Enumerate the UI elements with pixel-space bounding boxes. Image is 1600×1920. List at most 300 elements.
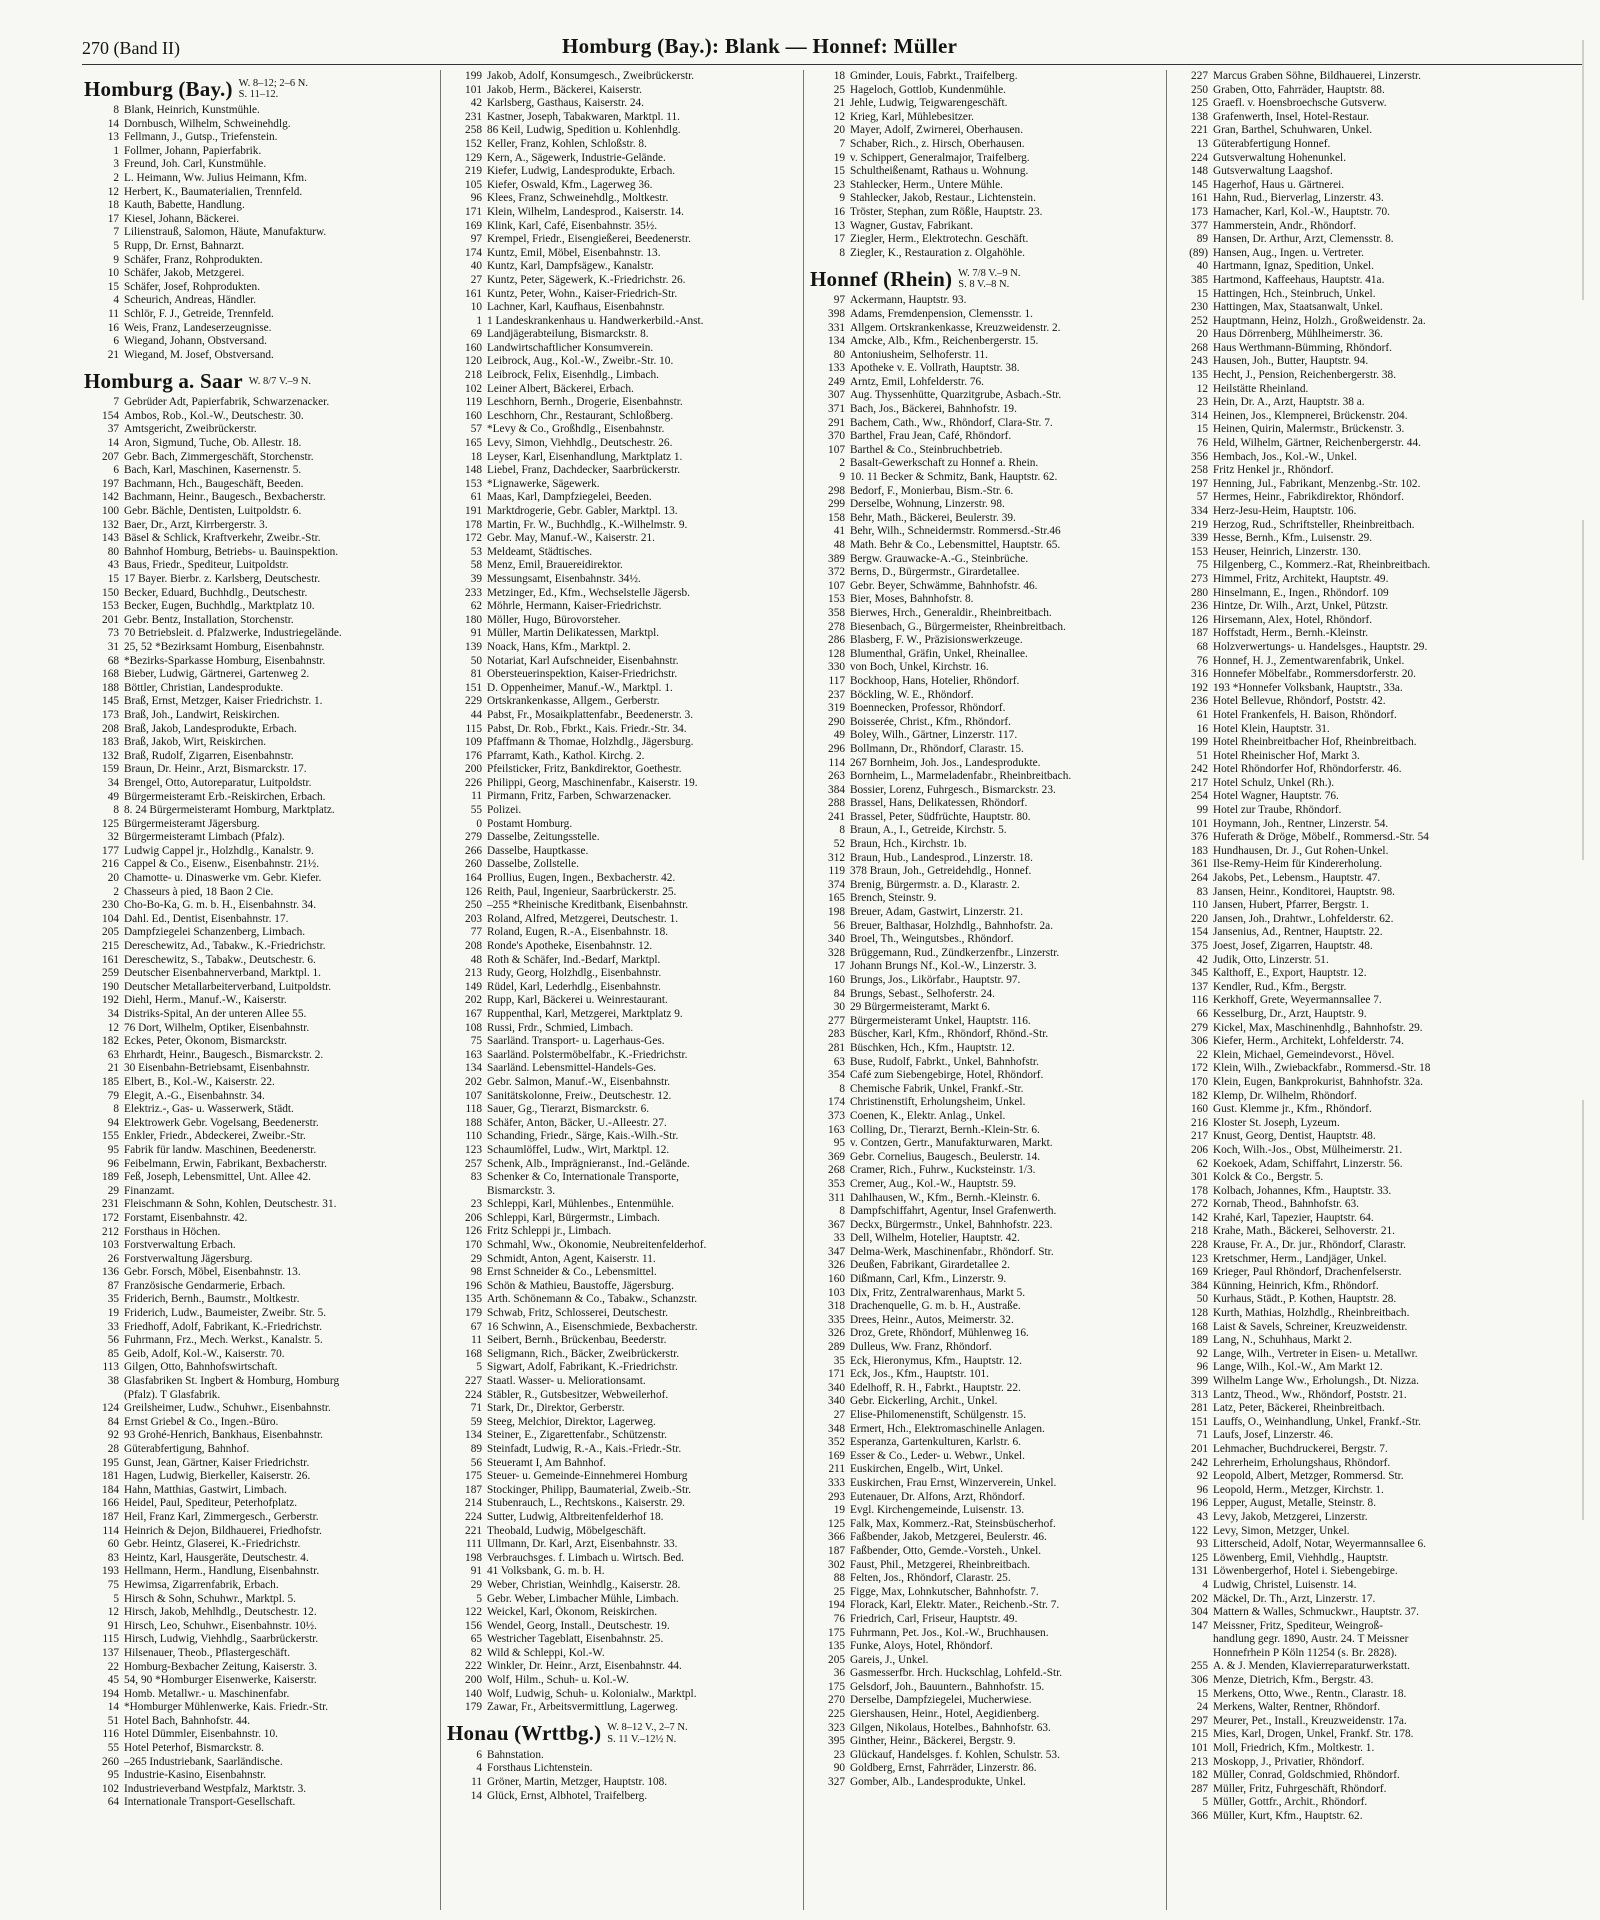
subscriber-name: D. Oppenheimer, Manuf.-W., Marktpl. 1. xyxy=(487,681,673,694)
directory-entry xyxy=(447,777,804,791)
subscriber-name: Glasfabriken St. Ingbert & Homburg, Homburg xyxy=(124,1375,340,1388)
directory-entry xyxy=(1173,831,1530,845)
directory-entry xyxy=(447,736,804,750)
subscriber-name: v. Contzen, Gertr., Manufakturwaren, Markt. xyxy=(850,1137,1053,1150)
subscriber-name: Blasberg, F. W., Präzisionswerkzeuge. xyxy=(850,634,1023,647)
directory-entry xyxy=(810,1450,1167,1464)
phone-number: 6 xyxy=(476,1748,482,1761)
directory-entry xyxy=(810,1423,1167,1437)
directory-entry xyxy=(1173,695,1530,709)
phone-number: 122 xyxy=(465,1606,482,1619)
subscriber-name: Schaumlöffel, Ludw., Wirt, Marktpl. 12. xyxy=(487,1143,670,1156)
phone-number: 216 xyxy=(102,858,119,871)
directory-entry xyxy=(447,1307,804,1321)
subscriber-name: Stahlecker, Herm., Untere Mühle. xyxy=(850,178,1003,191)
subscriber-name: Hotel Rheinbreitbacher Hof, Rheinbreitbach. xyxy=(1213,736,1417,749)
directory-entry xyxy=(447,1633,804,1647)
subscriber-name: Rüdel, Karl, Lederhdlg., Eisenbahnstr. xyxy=(487,980,661,993)
subscriber-name: Judik, Otto, Linzerstr. 51. xyxy=(1213,953,1329,966)
subscriber-name: Hotel Dümmler, Eisenbahnstr. 10. xyxy=(124,1728,278,1741)
subscriber-name: 70 Betriebsleit. d. Pfalzwerke, Industriegelände. xyxy=(124,627,342,640)
directory-entry xyxy=(447,206,804,220)
phone-number: 142 xyxy=(102,491,119,504)
subscriber-name: Notariat, Karl Aufschneider, Eisenbahnstr. xyxy=(487,654,679,667)
subscriber-name: Follmer, Johann, Papierfabrik. xyxy=(124,144,262,157)
subscriber-name: Laist & Savels, Schreiner, Kreuzweidenstr. xyxy=(1213,1320,1408,1333)
directory-entry xyxy=(447,845,804,859)
phone-number: 147 xyxy=(1191,1619,1208,1632)
subscriber-name: Ludwig Cappel jr., Holzhdlg., Kanalstr. 9. xyxy=(124,844,314,857)
directory-entry xyxy=(84,994,441,1008)
directory-entry xyxy=(84,478,441,492)
phone-number: 260 xyxy=(102,1755,119,1768)
phone-number: 135 xyxy=(1191,369,1208,382)
phone-number: 15 xyxy=(1196,423,1208,436)
phone-number: 176 xyxy=(465,749,482,762)
subscriber-name: Bockhoop, Hans, Hotelier, Rhöndorf. xyxy=(850,674,1020,687)
phone-number: 217 xyxy=(1191,776,1208,789)
phone-number: 182 xyxy=(1191,1089,1208,1102)
directory-entry xyxy=(810,933,1167,947)
phone-number: 23 xyxy=(833,178,845,191)
subscriber-name: Huferath & Dröge, Möbelf., Rommersd.-Str. 54 xyxy=(1213,831,1429,844)
phone-number: 327 xyxy=(828,1776,845,1789)
directory-entry xyxy=(447,233,804,247)
directory-entry xyxy=(810,1735,1167,1749)
directory-entry xyxy=(1173,641,1530,655)
subscriber-name: Schäfer, Josef, Rohprodukten. xyxy=(124,280,261,293)
subscriber-name: 267 Bornheim, Joh. Jos., Landesprodukte. xyxy=(850,756,1041,769)
subscriber-name: Russi, Frdr., Schmied, Limbach. xyxy=(487,1021,634,1034)
directory-entry xyxy=(447,573,804,587)
subscriber-name: Pirmann, Fritz, Farben, Schwarzenacker. xyxy=(487,790,672,803)
subscriber-name: Forsthaus Lichtenstein. xyxy=(487,1762,593,1775)
subscriber-name: Schaber, Rich., z. Hirsch, Oberhausen. xyxy=(850,137,1025,150)
subscriber-name: Gebr. Weber, Limbacher Mühle, Limbach. xyxy=(487,1592,679,1605)
directory-entry xyxy=(84,1416,441,1430)
subscriber-name: Rudy, Georg, Holzhdlg., Eisenbahnstr. xyxy=(487,967,662,980)
phone-number: 21 xyxy=(107,1062,119,1075)
phone-number: 199 xyxy=(465,70,482,82)
subscriber-name: Scheurich, Andreas, Händler. xyxy=(124,294,257,307)
phone-number: 40 xyxy=(470,260,482,273)
town-name: Homburg (Bay.) xyxy=(84,76,233,101)
subscriber-name: Deußen, Fabrikant, Girardetallee 2. xyxy=(850,1259,1010,1272)
phone-number: 227 xyxy=(1191,70,1208,82)
subscriber-name: Kurhaus, Städt., P. Kothen, Hauptstr. 28. xyxy=(1213,1293,1397,1306)
subscriber-name: Hamacher, Karl, Kol.-W., Hauptstr. 70. xyxy=(1213,205,1391,218)
phone-number: 155 xyxy=(102,1130,119,1143)
directory-entry xyxy=(810,1395,1167,1409)
subscriber-name: Himmel, Fritz, Architekt, Hauptstr. 49. xyxy=(1213,572,1389,585)
phone-number: 330 xyxy=(828,661,845,674)
directory-entry xyxy=(84,1443,441,1457)
phone-number: 24 xyxy=(1196,1701,1208,1714)
phone-number: 339 xyxy=(1191,532,1208,545)
subscriber-name: Leopold, Herm., Metzger, Kirchstr. 1. xyxy=(1213,1483,1384,1496)
subscriber-name: Meissner, Fritz, Spediteur, Weingroß- xyxy=(1213,1619,1383,1632)
phone-number: 9 xyxy=(113,253,119,266)
phone-number: 304 xyxy=(1191,1606,1208,1619)
phone-number: 142 xyxy=(1191,1211,1208,1224)
directory-entry xyxy=(810,1681,1167,1695)
directory-entry xyxy=(1173,899,1530,913)
phone-number: 11 xyxy=(471,1776,482,1789)
phone-number: 95 xyxy=(107,1769,119,1782)
directory-entry xyxy=(1173,1688,1530,1702)
subscriber-name: Hirsch, Ludwig, Viehhdlg., Saarbrückerstr. xyxy=(124,1633,319,1646)
subscriber-name: Gebr. Bach, Zimmergeschäft, Storchenstr. xyxy=(124,450,314,463)
subscriber-name: Leschhorn, Bernh., Drogerie, Eisenbahnstr. xyxy=(487,396,683,409)
subscriber-name: Marcus Graben Söhne, Bildhauerei, Linzerstr. xyxy=(1213,70,1421,82)
phone-number: 108 xyxy=(465,1021,482,1034)
phone-number: 109 xyxy=(465,736,482,749)
directory-entry xyxy=(447,940,804,954)
phone-number: 41 xyxy=(833,525,845,538)
directory-entry xyxy=(810,539,1167,553)
subscriber-name: Gebr. Salmon, Manuf.-W., Eisenbahnstr. xyxy=(487,1075,671,1088)
subscriber-name: Gareis, J., Unkel. xyxy=(850,1653,929,1666)
subscriber-name: Internationale Transport-Gesellschaft. xyxy=(124,1796,296,1809)
directory-entry xyxy=(84,926,441,940)
directory-entry xyxy=(84,1552,441,1566)
subscriber-name: Euskirchen, Frau Ernst, Winzerverein, Unkel. xyxy=(850,1476,1057,1489)
subscriber-name: Sutter, Ludwig, Altbreitenfelderhof 18. xyxy=(487,1510,664,1523)
directory-entry xyxy=(447,614,804,628)
directory-entry xyxy=(84,967,441,981)
directory-entry xyxy=(810,1192,1167,1206)
phone-number: 268 xyxy=(828,1164,845,1177)
subscriber-name: Wagner, Gustav, Fabrikant. xyxy=(850,219,974,232)
phone-number: 63 xyxy=(833,1055,845,1068)
directory-entry xyxy=(84,818,441,832)
subscriber-name: Fleischmann & Sohn, Kohlen, Deutschestr. 31. xyxy=(124,1198,337,1211)
phone-number: 19 xyxy=(833,151,845,164)
subscriber-name: Deutscher Metallarbeiterverband, Luitpoldstr. xyxy=(124,980,332,993)
subscriber-name: Goldberg, Ernst, Fahrräder, Linzerstr. 86. xyxy=(850,1762,1037,1775)
subscriber-name: Apotheke v. E. Vollrath, Hauptstr. 38. xyxy=(850,362,1020,375)
subscriber-name: Heilstätte Rheinland. xyxy=(1213,382,1309,395)
directory-entry xyxy=(1173,723,1530,737)
directory-entry xyxy=(447,1253,804,1267)
subscriber-name: Dix, Fritz, Zentralwarenhaus, Markt 5. xyxy=(850,1286,1026,1299)
directory-entry xyxy=(1173,328,1530,342)
subscriber-name: Amtsgericht, Zweibrückerstr. xyxy=(124,423,257,436)
subscriber-name: Hermes, Heinr., Fabrikdirektor, Rhöndorf. xyxy=(1213,491,1404,504)
directory-entry xyxy=(84,1321,441,1335)
phone-number: 143 xyxy=(102,532,119,545)
subscriber-name: Müller, Conrad, Goldschmied, Rhöndorf. xyxy=(1213,1769,1400,1782)
subscriber-name: Saarländ. Lebensmittel-Handels-Ges. xyxy=(487,1062,657,1075)
directory-entry xyxy=(810,580,1167,594)
phone-number: 153 xyxy=(465,477,482,490)
subscriber-name: Bürgermeisteramt Jägersburg. xyxy=(124,817,260,830)
phone-number: 97 xyxy=(833,294,845,307)
directory-entry xyxy=(1173,315,1530,329)
directory-entry xyxy=(810,471,1167,485)
subscriber-name: Knust, Georg, Dentist, Hauptstr. 48. xyxy=(1213,1130,1376,1143)
subscriber-name: Möller, Hugo, Bürovorsteher. xyxy=(487,613,621,626)
phone-number: 201 xyxy=(1191,1442,1208,1455)
subscriber-name: Hahn, Matthias, Gastwirt, Limbach. xyxy=(124,1483,287,1496)
directory-entry xyxy=(810,1586,1167,1600)
subscriber-name: Wiegand, Johann, Obstversand. xyxy=(124,335,267,348)
directory-entry xyxy=(84,1538,441,1552)
phone-number: 8 xyxy=(113,104,119,116)
subscriber-name: Joest, Josef, Zigarren, Hauptstr. 48. xyxy=(1213,940,1373,952)
subscriber-name: Derselbe, Wohnung, Linzerstr. 98. xyxy=(850,498,1005,511)
phone-number: 372 xyxy=(828,566,845,579)
subscriber-name: Gebr. Bächle, Dentisten, Luitpoldstr. 6. xyxy=(124,505,302,518)
directory-entry xyxy=(810,1042,1167,1056)
directory-entry xyxy=(1173,1796,1530,1810)
subscriber-name: Heinen, Quirin, Malermstr., Brückenstr. 3. xyxy=(1213,423,1405,436)
phone-number: 4 xyxy=(113,294,119,307)
directory-entry xyxy=(1173,247,1530,261)
directory-entry xyxy=(84,913,441,927)
subscriber-name: 25, 52 *Bezirksamt Homburg, Eisenbahnstr. xyxy=(124,640,325,653)
phone-number: 260 xyxy=(465,858,482,871)
column-1 xyxy=(84,70,441,1910)
subscriber-name: Colling, Dr., Tierarzt, Bernh.-Klein-Str. 6. xyxy=(850,1123,1040,1136)
subscriber-name: Haus Dörrenberg, Mühlheimerstr. 36. xyxy=(1213,328,1383,341)
phone-number: 92 xyxy=(1196,1470,1208,1483)
subscriber-name: Fritz Henkel jr., Rhöndorf. xyxy=(1213,464,1334,477)
directory-entry xyxy=(84,600,441,614)
subscriber-name: Lilienstrauß, Salomon, Häute, Manufakturw. xyxy=(124,226,327,239)
phone-number: 219 xyxy=(1191,518,1208,531)
phone-number: 174 xyxy=(828,1096,845,1109)
phone-number: 39 xyxy=(470,572,482,585)
subscriber-name: Behr, Wilh., Schneidermstr. Rommersd.-Str.46 xyxy=(850,525,1061,538)
phone-number: 259 xyxy=(102,967,119,980)
subscriber-name: Hirsch, Leo, Schuhwr., Eisenbahnstr. 10½. xyxy=(124,1619,317,1632)
directory-entry xyxy=(810,1776,1167,1790)
phone-number: 125 xyxy=(828,1517,845,1530)
directory-entry xyxy=(1173,1715,1530,1729)
directory-entry xyxy=(447,1552,804,1566)
directory-entry xyxy=(84,172,441,186)
subscriber-name: Schmahl, Ww., Ökonomie, Neubreitenfelderhof. xyxy=(487,1239,707,1252)
directory-entry xyxy=(1173,600,1530,614)
subscriber-name: Forstverwaltung Jägersburg. xyxy=(124,1252,253,1265)
directory-entry xyxy=(447,1416,804,1430)
phone-number: 44 xyxy=(470,708,482,721)
subscriber-name: Geib, Adolf, Kol.-W., Kaiserstr. 70. xyxy=(124,1347,285,1360)
subscriber-name: Braun, Hch., Kirchstr. 1b. xyxy=(850,838,967,851)
directory-entry xyxy=(810,784,1167,798)
phone-number: 236 xyxy=(1191,695,1208,708)
phone-number: 273 xyxy=(1191,572,1208,585)
subscriber-name: Diehl, Herm., Manuf.-W., Kaiserstr. xyxy=(124,994,287,1007)
directory-entry xyxy=(1173,994,1530,1008)
subscriber-name: Schleppi, Karl, Bürgermstr., Limbach. xyxy=(487,1211,660,1224)
directory-entry xyxy=(447,1457,804,1471)
directory-entry xyxy=(84,1375,441,1389)
subscriber-name: Hotel zur Traube, Rhöndorf. xyxy=(1213,804,1342,817)
directory-entry xyxy=(447,1130,804,1144)
subscriber-name: Kornab, Theod., Bahnhofstr. 63. xyxy=(1213,1198,1360,1211)
subscriber-name: Bismarckstr. 3. xyxy=(487,1184,556,1197)
subscriber-name: Moll, Friedrich, Kfm., Moltkestr. 1. xyxy=(1213,1742,1375,1755)
directory-entry xyxy=(447,192,804,206)
phone-number: 173 xyxy=(1191,205,1208,218)
subscriber-name: Kendler, Rud., Kfm., Bergstr. xyxy=(1213,980,1347,993)
phone-number: 257 xyxy=(465,1157,482,1170)
column-2 xyxy=(447,70,804,1910)
directory-entry xyxy=(447,1348,804,1362)
directory-entry xyxy=(84,587,441,601)
phone-number: 152 xyxy=(465,137,482,150)
subscriber-name: Möhrle, Hermann, Kaiser-Friedrichstr. xyxy=(487,600,662,613)
subscriber-name: Graben, Otto, Fahrräder, Hauptstr. 88. xyxy=(1213,83,1385,96)
directory-entry xyxy=(810,988,1167,1002)
directory-entry xyxy=(84,158,441,172)
directory-entry xyxy=(447,641,804,655)
subscriber-name: Leyser, Karl, Eisenhandlung, Marktplatz 1. xyxy=(487,450,683,463)
subscriber-name: Künning, Heinrich, Kfm., Rhöndorf. xyxy=(1213,1279,1379,1292)
phone-number: 116 xyxy=(1191,994,1208,1007)
phone-number: 384 xyxy=(1191,1279,1208,1292)
subscriber-name: Meldeamt, Städtisches. xyxy=(487,545,593,558)
subscriber-name: Schultheißenamt, Rathaus u. Wohnung. xyxy=(850,165,1029,178)
directory-entry xyxy=(810,1069,1167,1083)
subscriber-name: Reith, Paul, Ingenieur, Saarbrückerstr. 25. xyxy=(487,885,677,898)
directory-entry xyxy=(1173,138,1530,152)
subscriber-name: Bürgermeisteramt Limbach (Pfalz). xyxy=(124,831,285,844)
directory-entry xyxy=(84,349,441,363)
subscriber-name: Ernst Schneider & Co., Lebensmittel. xyxy=(487,1266,657,1279)
subscriber-name: Bergw. Grauwacke-A.-G., Steinbrüche. xyxy=(850,552,1029,565)
subscriber-name: Biesenbach, G., Bürgermeister, Rheinbreitbach. xyxy=(850,620,1066,633)
phone-number: 14 xyxy=(470,1789,482,1802)
phone-number: 288 xyxy=(828,797,845,810)
phone-number: 13 xyxy=(107,131,119,144)
phone-number: 218 xyxy=(1191,1225,1208,1238)
phone-number: 20 xyxy=(1196,328,1208,341)
directory-entry xyxy=(1173,818,1530,832)
directory-entry xyxy=(810,1382,1167,1396)
subscriber-name: Dell, Wilhelm, Hotelier, Hauptstr. 42. xyxy=(850,1232,1020,1245)
directory-entry xyxy=(447,1212,804,1226)
phone-number: 131 xyxy=(1191,1565,1208,1578)
directory-entry xyxy=(84,410,441,424)
directory-entry xyxy=(1173,97,1530,111)
subscriber-name: Brassel, Peter, Südfrüchte, Hauptstr. 80. xyxy=(850,810,1031,823)
phone-number: 12 xyxy=(107,185,119,198)
phone-number: 68 xyxy=(107,654,119,667)
directory-entry xyxy=(447,1035,804,1049)
subscriber-name: Hagen, Ludwig, Bierkeller, Kaiserstr. 26. xyxy=(124,1470,311,1483)
subscriber-name: Café zum Siebengebirge, Hotel, Rhöndorf. xyxy=(850,1069,1044,1082)
subscriber-name: Litterscheid, Adolf, Notar, Weyermannsallee 6. xyxy=(1213,1538,1427,1551)
phone-number: 96 xyxy=(107,1157,119,1170)
subscriber-name: Baer, Dr., Arzt, Kirrbergerstr. 3. xyxy=(124,518,268,531)
phone-number: 175 xyxy=(828,1680,845,1693)
phone-number: 18 xyxy=(107,199,119,212)
directory-entry xyxy=(84,845,441,859)
directory-entry xyxy=(447,682,804,696)
subscriber-name: Jansen, Heinr., Konditorei, Hauptstr. 98. xyxy=(1213,885,1395,898)
directory-entry xyxy=(84,1008,441,1022)
subscriber-name: Bäsel & Schlick, Kraftverkehr, Zweibr.-Str. xyxy=(124,532,321,545)
subscriber-name: Gebr. Bentz, Installation, Storchenstr. xyxy=(124,613,294,626)
phone-number: 193 xyxy=(102,1565,119,1578)
subscriber-name: Cramer, Rich., Fuhrw., Kucksteinstr. 1/3. xyxy=(850,1164,1036,1177)
directory-entry xyxy=(447,165,804,179)
directory-entry xyxy=(447,1660,804,1674)
phone-number: 290 xyxy=(828,715,845,728)
directory-entry xyxy=(1173,519,1530,533)
subscriber-name: Behr, Math., Bäckerei, Beulerstr. 39. xyxy=(850,511,1016,524)
phone-number: 27 xyxy=(470,273,482,286)
directory-entry xyxy=(810,566,1167,580)
subscriber-name: Staatl. Wasser- u. Meliorationsamt. xyxy=(487,1375,646,1387)
phone-number: 177 xyxy=(102,844,119,857)
directory-entry xyxy=(1173,1538,1530,1552)
phone-number: 171 xyxy=(828,1368,845,1381)
subscriber-name: Polizei. xyxy=(487,804,522,817)
directory-entry xyxy=(447,587,804,601)
subscriber-name: Steinfadt, Ludwig, R.-A., Kais.-Friedr.-Str. xyxy=(487,1442,682,1455)
phone-number: 208 xyxy=(102,722,119,735)
subscriber-name: Stockinger, Philipp, Baumaterial, Zweib.-Str. xyxy=(487,1483,692,1496)
phone-number: 178 xyxy=(465,518,482,531)
subscriber-name: Kretschmer, Herm., Landjäger, Unkel. xyxy=(1213,1252,1387,1265)
directory-entry xyxy=(447,750,804,764)
directory-entry xyxy=(1173,668,1530,682)
subscriber-name: Herzog, Rud., Schriftsteller, Rheinbreitbach. xyxy=(1213,518,1415,531)
directory-entry xyxy=(1173,954,1530,968)
directory-entry xyxy=(447,1293,804,1307)
subscriber-name: Ernst Griebel & Co., Ingen.-Büro. xyxy=(124,1415,279,1428)
subscriber-name: Kauth, Babette, Handlung. xyxy=(124,199,245,212)
phone-number: 35 xyxy=(833,1354,845,1367)
directory-entry xyxy=(1173,233,1530,247)
subscriber-name: Böttler, Christian, Landesprodukte. xyxy=(124,681,284,694)
subscriber-name: Bahnhof Homburg, Betriebs- u. Bauinspektion. xyxy=(124,545,339,558)
directory-entry xyxy=(1173,1008,1530,1022)
directory-entry xyxy=(84,1756,441,1770)
phone-number: 14 xyxy=(107,437,119,450)
directory-entry xyxy=(447,831,804,845)
phone-number: 29 xyxy=(107,1184,119,1197)
subscriber-name: Hattingen, Hch., Steinbruch, Unkel. xyxy=(1213,287,1376,300)
phone-number: 38 xyxy=(107,1375,119,1388)
subscriber-name: Wendel, Georg, Install., Deutschestr. 19. xyxy=(487,1619,670,1632)
phone-number: 161 xyxy=(102,953,119,966)
phone-number: 231 xyxy=(102,1198,119,1211)
phone-number: 335 xyxy=(828,1313,845,1326)
subscriber-name: Ortskrankenkasse, Allgem., Gerberstr. xyxy=(487,695,660,708)
directory-entry xyxy=(1173,736,1530,750)
directory-entry xyxy=(84,682,441,696)
phone-number: 158 xyxy=(828,511,845,524)
subscriber-name: Marktdrogerie, Gebr. Gabler, Marktpl. 13. xyxy=(487,505,678,517)
subscriber-name: Ziegler, Herm., Elektrotechn. Geschäft. xyxy=(850,233,1029,246)
subscriber-name: Heil, Franz Karl, Zimmergesch., Gerberstr. xyxy=(124,1510,319,1523)
directory-entry xyxy=(84,804,441,818)
phone-number: 25 xyxy=(833,1585,845,1598)
directory-entry xyxy=(810,1259,1167,1273)
phone-number: 110 xyxy=(1191,899,1208,912)
subscriber-name: Bierwes, Hrch., Generaldir., Rheinbreitbach. xyxy=(850,606,1052,619)
subscriber-name: Dasselbe, Zollstelle. xyxy=(487,858,579,871)
directory-entry xyxy=(1173,152,1530,166)
phone-number: 67 xyxy=(470,1320,482,1333)
service-hours: W. 8/7 V.–9 N. xyxy=(248,375,312,387)
subscriber-name: Böckling, W. E., Rhöndorf. xyxy=(850,688,974,701)
